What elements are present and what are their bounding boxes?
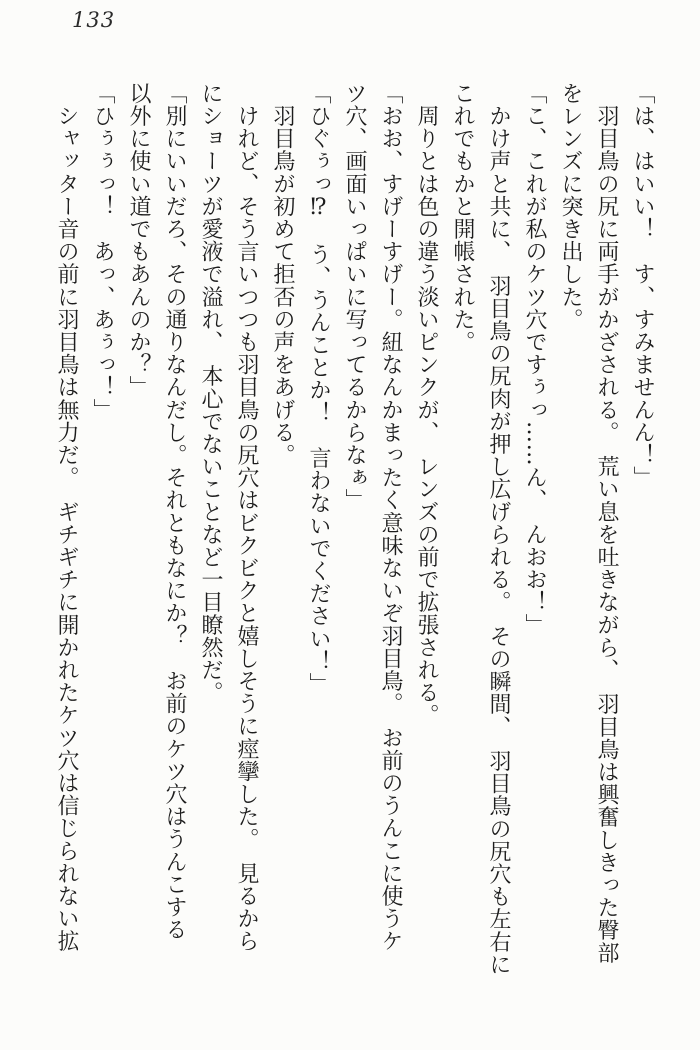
text-line-6: これでもかと開帳された。 — [450, 82, 475, 354]
text-line-10: 「ひぐぅっ⁉ う、うんことか！ 言わないでください！」 — [306, 82, 331, 696]
text-line-16: 「ひぅぅっ！ あっ、あぅっ！」 — [90, 82, 115, 421]
text-line-9: ツ穴、画面いっぱいに写ってるからなぁ」 — [342, 82, 367, 512]
text-line-13: にショーツが愛液で溢れ、 本心でないことなど一目瞭然だ。 — [198, 82, 223, 704]
text-line-1: 「は、はいい！ す、すみませんん！」 — [630, 82, 655, 489]
text-line-2: 羽目鳥の尻に両手がかざされる。 荒い息を吐きながら、 羽目鳥は興奮しきった臀部 — [594, 82, 619, 964]
page-number: 133 — [72, 8, 116, 32]
text-line-4: 「こ、これが私のケツ穴ですぅっ……ん、 んおお！」 — [522, 82, 547, 636]
text-block — [48, 82, 660, 994]
text-line-17: シャッター音の前に羽目鳥は無力だ。 ギチギチに開かれたケツ穴は信じられない拡 — [54, 82, 79, 953]
text-line-11: 羽目鳥が初めて拒否の声をあげる。 — [270, 82, 295, 467]
text-line-12: けれど、そう言いつつも羽目鳥の尻穴はビクビクと嬉しそうに痙攣した。 見るから — [234, 82, 259, 953]
text-line-7: 周りとは色の違う淡いピンクが、 レンズの前で拡張される。 — [414, 82, 439, 727]
text-line-3: をレンズに突き出した。 — [558, 82, 583, 331]
text-line-14: 「別にいいだろ、その通りなんだし。それともなにか？ お前のケツ穴はうんこする — [162, 82, 187, 941]
text-line-15: 以外に使い道でもあんのか？」 — [126, 82, 151, 399]
text-line-8: 「おお、すげーすげー。紐なんかまったく意味ないぞ羽目鳥。 お前のうんこに使うケ — [378, 82, 403, 953]
text-line-5: かけ声と共に、 羽目鳥の尻肉が押し広げられる。 その瞬間、 羽目鳥の尻穴も左右に — [486, 82, 511, 976]
